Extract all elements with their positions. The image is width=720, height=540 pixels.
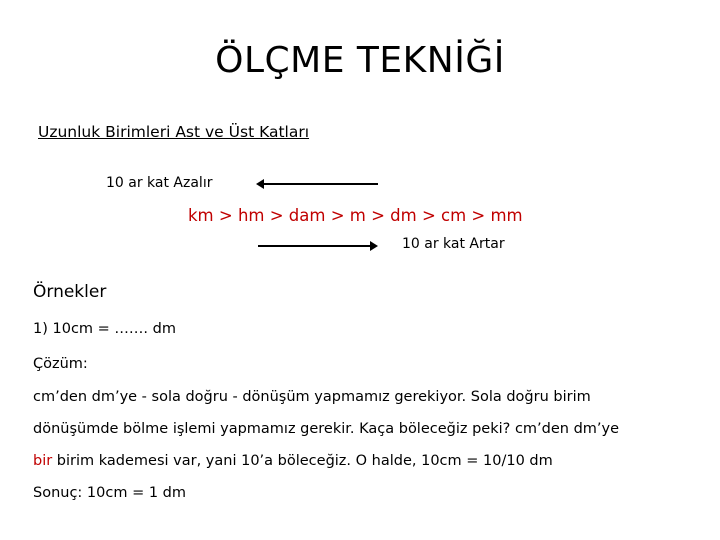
increase-label: 10 ar kat Artar [402, 236, 505, 252]
decrease-label: 10 ar kat Azalır [106, 175, 213, 191]
left-arrow-icon [262, 183, 378, 185]
example-question: 1) 10cm = ……. dm [33, 321, 176, 337]
solution-line-3 [33, 453, 553, 469]
highlight-word: bir [33, 453, 53, 469]
page-title: ÖLÇME TEKNİĞİ [215, 40, 505, 81]
solution-line-2: dönüşümde bölme işlemi yapmamız gerekir. Kaça böleceğiz peki? cm’den dm’ye [33, 421, 620, 437]
units-chain: km > hm > dam > m > dm > cm > mm [188, 206, 523, 225]
result-line: Sonuç: 10cm = 1 dm [33, 485, 187, 501]
right-arrow-icon [258, 245, 372, 247]
section-subtitle: Uzunluk Birimleri Ast ve Üst Katları [38, 123, 310, 141]
solution-label: Çözüm: [33, 356, 88, 372]
solution-line-3-rest: birim kademesi var, yani 10’a böleceğiz. O halde, 10cm = 10/10 dm [52, 453, 553, 469]
examples-heading: Örnekler [33, 282, 107, 302]
solution-line-1: cm’den dm’ye - sola doğru - dönüşüm yapmamız gerekiyor. Sola doğru birim [33, 389, 591, 405]
